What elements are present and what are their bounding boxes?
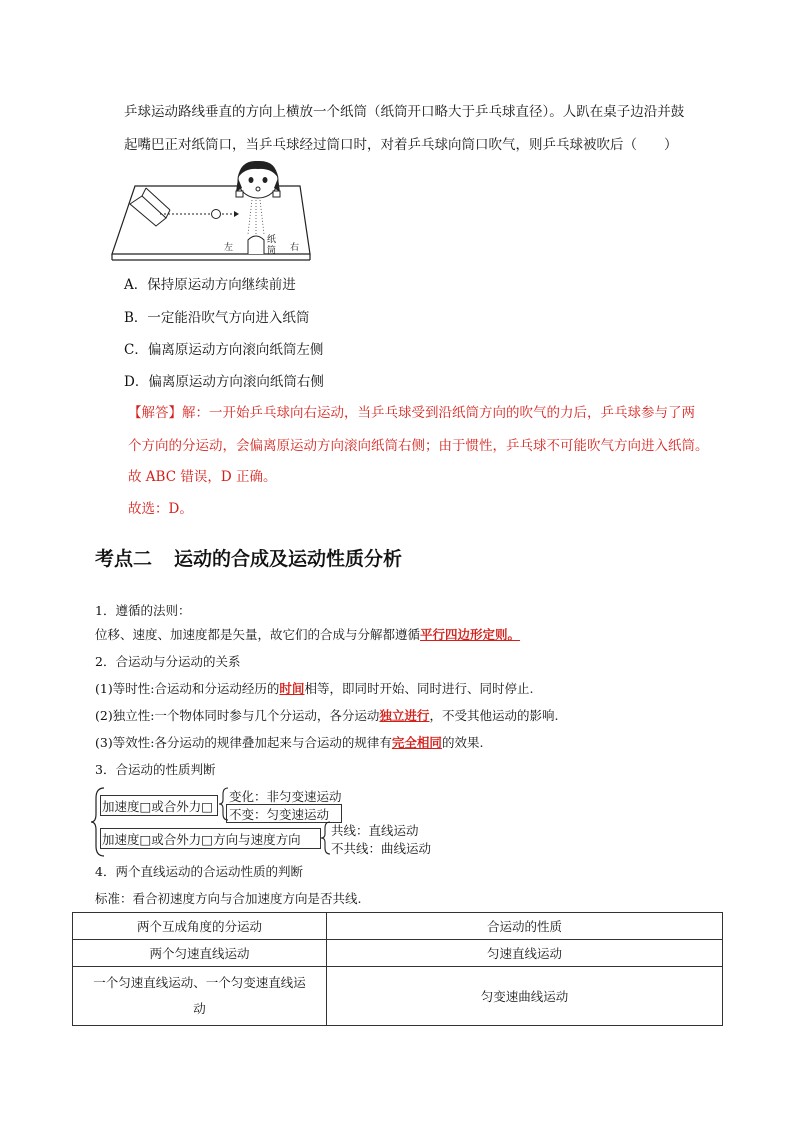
table-cell — [73, 967, 327, 1026]
table-cell-text: 一个匀速直线运动、一个匀变速直线运 — [93, 975, 306, 990]
question-line-1: 乒球运动路线垂直的方向上横放一个纸筒（纸筒开口略大于乒乓球直径）。人趴在桌子边沿并鼓 — [124, 104, 685, 120]
point-1-title: 1．遵循的法则： — [95, 603, 191, 618]
table-cell-wrap: 动 — [193, 1001, 206, 1016]
point-1-body: 位移、速度、加速度都是矢量，故它们的合成与分解都遵循 — [95, 627, 421, 642]
point-2-1-a: (1)等时性:合运动和分运动经历的 — [95, 681, 280, 696]
point-4-standard: 标准：看合初速度方向与合加速度方向是否共线. — [95, 891, 362, 906]
option-b: B．一定能沿吹气方向进入纸筒 — [124, 310, 310, 326]
label-left: 左 — [224, 243, 234, 253]
point-2-3-b: 的效果. — [441, 735, 484, 750]
answer-tag: 【解答】 — [128, 405, 182, 421]
section-title: 运动的合成及运动性质分析 — [174, 548, 403, 570]
answer-line-1 — [128, 401, 695, 421]
question-line-2: 起嘴巴正对纸筒口，当乒乓球经过筒口时，对着乒乓球向筒口吹气，则乒乓球被吹后（ ） — [124, 137, 678, 153]
answer-text-1: 解：一开始乒乓球向右运动，当乒乓球受到沿纸筒方向的吹气的力后，乒乓球参与了两 — [182, 405, 695, 421]
label-tube-2: 筒 — [267, 246, 277, 256]
point-2-1-em: 时间 — [279, 681, 305, 696]
diagram-2-collinear: 共线：直线运动 — [331, 823, 419, 838]
section-heading — [95, 544, 402, 571]
point-1-text — [95, 625, 520, 643]
person-icon — [236, 161, 280, 198]
section-number: 考点二 — [95, 548, 153, 570]
point-2-3-a: (3)等效性:各分运动的规律叠加起来与合运动的规律有 — [95, 735, 392, 750]
point-2-2-em: 独立进行 — [379, 708, 430, 723]
option-c: C．偏离原运动方向滚向纸筒左侧 — [124, 342, 324, 358]
diagram-1-change: 变化：非匀变速运动 — [229, 789, 342, 804]
diagram-1-left: 加速度□或合外力□ — [102, 799, 214, 814]
diagram-2-left: 加速度□或合外力□方向与速度方向 — [102, 832, 301, 847]
point-2-2-a: (2)独立性:一个物体同时参与几个分运动，各分运动 — [95, 708, 380, 723]
point-3-title: 3．合运动的性质判断 — [95, 762, 216, 777]
point-4-title: 4．两个直线运动的合运动性质的判断 — [95, 864, 303, 879]
answer-line-4: 故选：D。 — [128, 501, 193, 517]
diagram-1-nochange: 不变：匀变速运动 — [229, 807, 330, 822]
table-row — [73, 940, 723, 967]
table-header-1: 两个互成角度的分运动 — [73, 913, 327, 940]
point-2-3-em: 完全相同 — [391, 735, 442, 750]
answer-line-3: 故 ABC 错误，D 正确。 — [128, 469, 277, 485]
answer-line-2: 个方向的分运动，会偏离原运动方向滚向纸筒右侧；由于惯性，乒乓球不可能吹气方向进入纸筒。 — [128, 438, 709, 454]
point-2-3 — [95, 733, 483, 751]
table-row — [73, 967, 723, 1026]
table-cell: 匀速直线运动 — [327, 940, 723, 967]
motion-table — [72, 912, 723, 1026]
table-header-row — [73, 913, 723, 940]
table-cell: 匀变速曲线运动 — [327, 967, 723, 1026]
table-header-2: 合运动的性质 — [327, 913, 723, 940]
launcher-icon — [130, 196, 166, 226]
label-tube-1: 纸 — [267, 235, 277, 245]
option-a: A．保持原运动方向继续前进 — [124, 277, 296, 293]
parallelogram-rule: 平行四边形定则。 — [420, 627, 521, 642]
point-2-2-b: ，不受其他运动的影响. — [429, 708, 559, 723]
option-d: D．偏离原运动方向滚向纸筒右侧 — [124, 374, 324, 390]
point-2-1 — [95, 679, 533, 697]
tube-icon — [248, 236, 264, 254]
ping-pong-figure — [110, 158, 325, 268]
ball-icon — [212, 210, 221, 219]
point-2-1-b: 相等，即同时开始、同时进行、同时停止. — [304, 681, 534, 696]
label-right: 右 — [290, 243, 300, 253]
diagram-2-noncollinear: 不共线：曲线运动 — [331, 841, 432, 856]
point-2-2 — [95, 706, 558, 724]
point-2-title: 2．合运动与分运动的关系 — [95, 654, 241, 669]
table-cell: 两个匀速直线运动 — [73, 940, 327, 967]
